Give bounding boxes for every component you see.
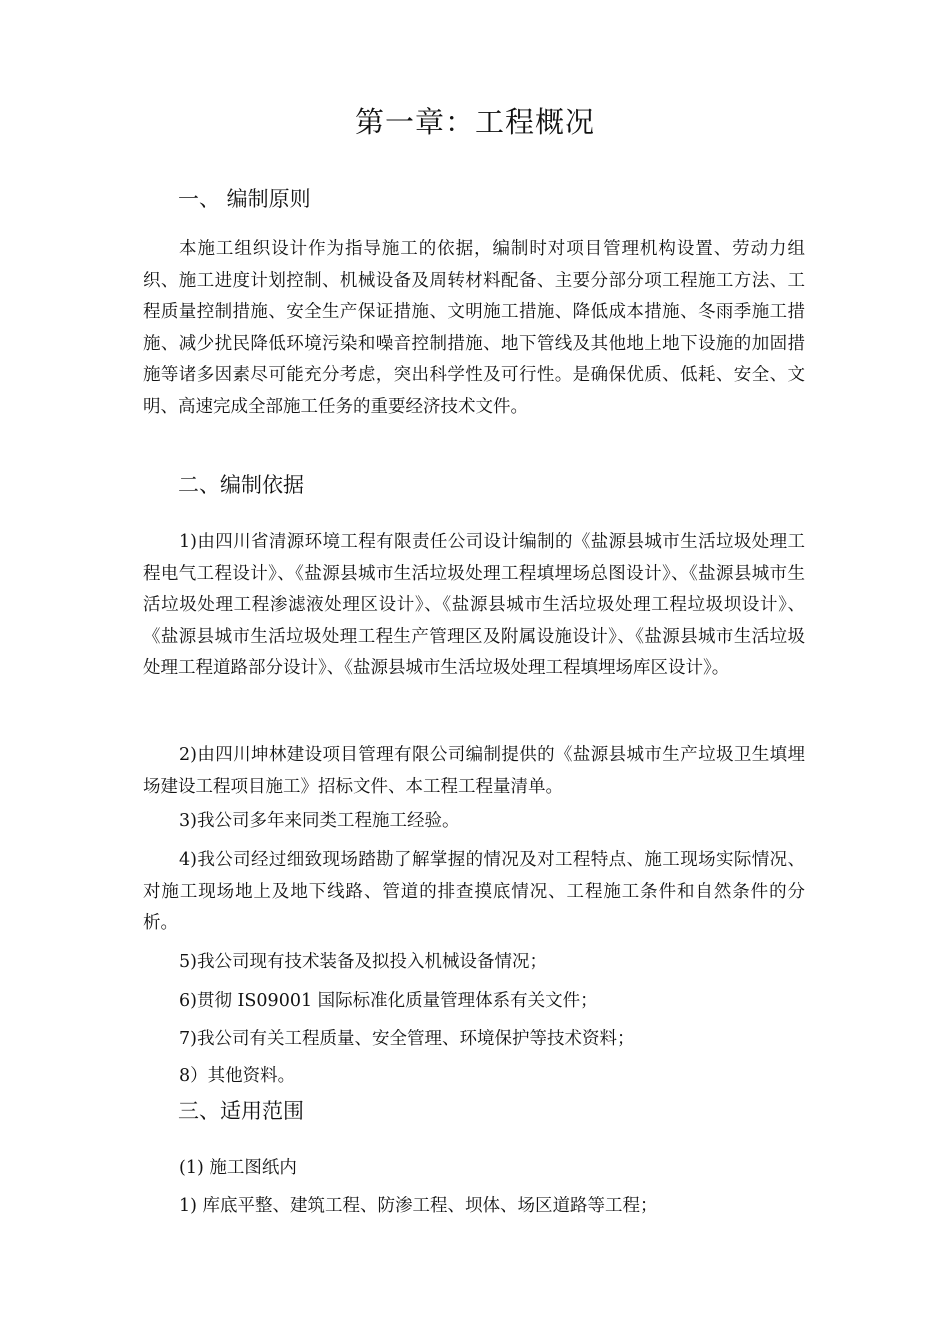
section-heading-basis: 二、编制依据 <box>178 473 304 497</box>
basis-item-3: 3)我公司多年来同类工程施工经验。 <box>179 811 460 831</box>
section-heading-scope: 三、适用范围 <box>178 1099 304 1123</box>
chapter-title: 第一章：工程概况 <box>354 105 595 139</box>
scope-item-2: 1) 库底平整、建筑工程、防渗工程、坝体、场区道路等工程； <box>179 1196 658 1216</box>
basis-item-7: 7)我公司有关工程质量、安全管理、环境保护等技术资料； <box>179 1029 635 1049</box>
principles-paragraph: 本施工组织设计作为指导施工的依据，编制时对项目管理机构设置、劳动力组织、施工进度计划控制、机械设备及周转材料配备、主要分部分项工程施工方法、工程质量控制措施、安全生产保证措施、文明施工措施、降低成本措施、冬雨季施工措施、减少扰民降低环境污染和噪音控制措施、地下管线及其他地上地下设施的加固措施等诸多因素尽可能充分考虑，突出科学性及可行性。是确保优质、低耗、安全、文明、高速完成全部施工任务的重要经济技术文件。 <box>143 239 805 417</box>
basis-item-2: 2)由四川坤林建设项目管理有限公司编制提供的《盐源县城市生产垃圾卫生填埋场建设工程项目施工》招标文件、本工程工程量清单。 <box>143 745 805 797</box>
basis-item-5: 5)我公司现有技术装备及拟投入机械设备情况； <box>179 952 547 972</box>
scope-item-1: (1) 施工图纸内 <box>179 1158 297 1178</box>
basis-item-4: 4)我公司经过细致现场踏勘了解掌握的情况及对工程特点、施工现场实际情况、对施工现场地上及地下线路、管道的排查摸底情况、工程施工条件和自然条件的分析。 <box>143 850 805 933</box>
basis-item-8: 8）其他资料。 <box>179 1066 296 1086</box>
basis-item-6: 6)贯彻 IS09001 国际标准化质量管理体系有关文件； <box>179 991 598 1011</box>
section-heading-principles: 一、 编制原则 <box>178 187 311 211</box>
basis-item-1: 1)由四川省清源环境工程有限责任公司设计编制的《盐源县城市生活垃圾处理工程电气工程设计》、《盐源县城市生活垃圾处理工程填埋场总图设计》、《盐源县城市生活垃圾处理工程渗滤液处理区设计》、《盐源县城市生活垃圾处理工程垃圾坝设计》、《盐源县城市生活垃圾处理工程生产管理区及附属设施设计》、《盐源县城市生活垃圾处理工程道路部分设计》、《盐源县城市生活垃圾处理工程填埋场库区设计》。 <box>143 532 805 678</box>
